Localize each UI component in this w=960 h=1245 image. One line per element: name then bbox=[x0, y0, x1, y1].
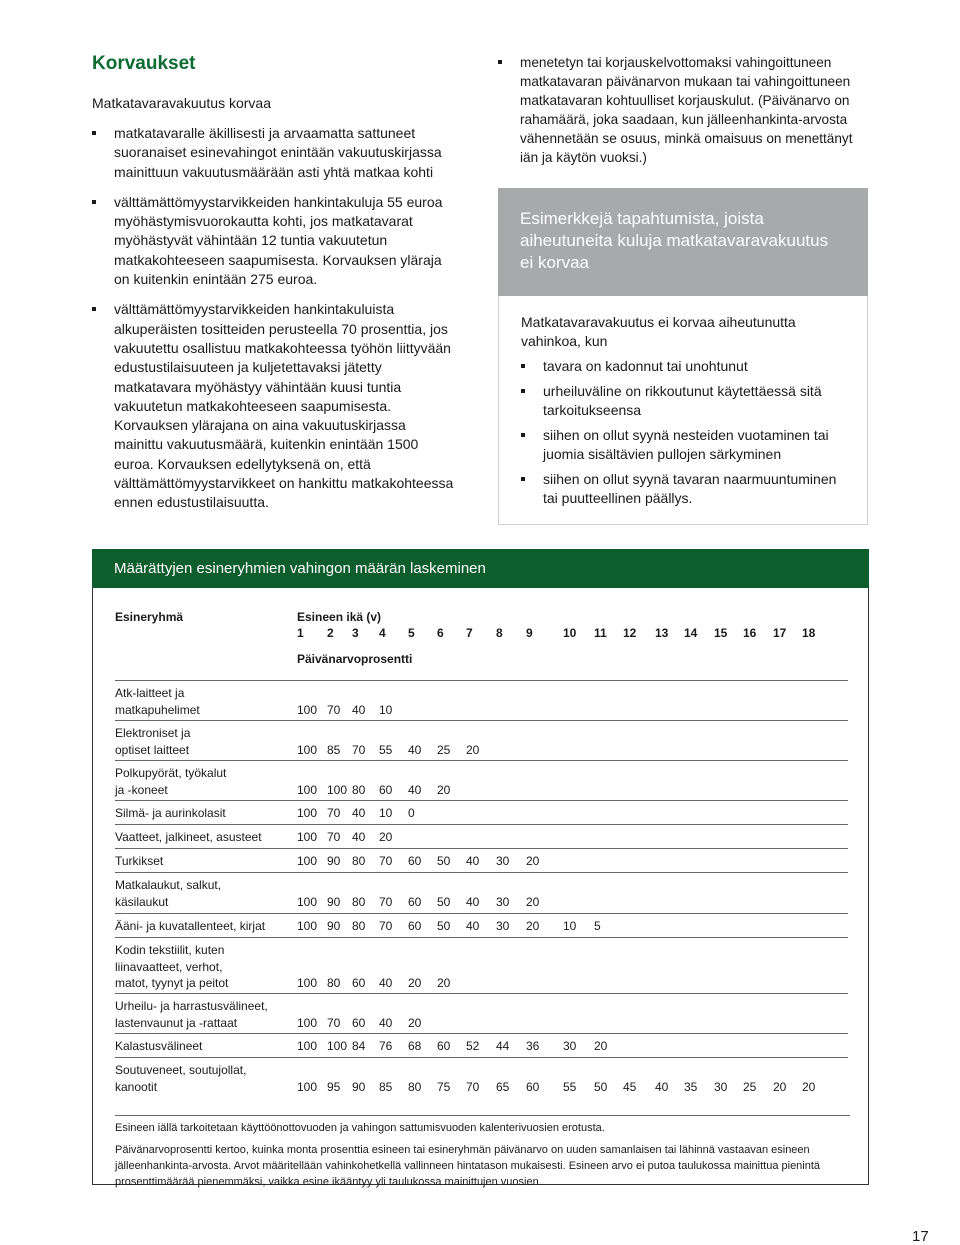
percent-cell: 85 bbox=[327, 742, 341, 757]
exclusions-intro: Matkatavaravakuutus ei korvaa aiheutunutta vahinkoa, kun bbox=[521, 314, 796, 349]
percent-cell: 20 bbox=[526, 894, 540, 909]
percent-cell: 70 bbox=[327, 1015, 341, 1030]
list-item: menetetyn tai korjauskelvottomaksi vahingoittuneen matkatavaran päivänarvon mukaan tai vahingoittuneen matkatavaran kohtuulliset korjauskulut. (Päivänarvo on rahamäärä, joka saadaan, kun jälleenhankinta-arvosta vähennetään se osuus, minkä omaisuus on menettänyt iän ja käytön vuoksi.) bbox=[498, 53, 868, 167]
percent-cell: 30 bbox=[563, 1039, 577, 1053]
section-intro: Matkatavaravakuutus korvaa bbox=[92, 95, 271, 111]
percent-cell: 10 bbox=[379, 806, 393, 820]
row-category: Kalastusvälineet bbox=[115, 1039, 203, 1053]
age-header-cell: 18 bbox=[802, 626, 816, 640]
row-category: Elektroniset ja optiset laitteet bbox=[115, 726, 191, 757]
page-number: 17 bbox=[912, 1228, 929, 1245]
age-header-cell: 12 bbox=[623, 626, 637, 640]
age-header-cell: 17 bbox=[773, 626, 787, 640]
percent-cell: 76 bbox=[379, 1039, 393, 1053]
percent-cell: 55 bbox=[563, 1079, 577, 1094]
bullet-icon bbox=[498, 60, 502, 64]
percent-cell: 30 bbox=[496, 894, 510, 909]
percent-cell: 50 bbox=[437, 894, 451, 909]
percent-cell: 20 bbox=[437, 782, 451, 797]
percent-cell: 50 bbox=[594, 1079, 608, 1094]
percent-cell: 100 bbox=[297, 806, 318, 820]
list-item: matkatavaralle äkillisesti ja arvaamatta sattuneet suoranaiset esinevahingot enintään vakuutuskirjassa mainittuun vakuutusmäärään asti yhtä matkaa kohti bbox=[92, 124, 454, 182]
percent-cell: 80 bbox=[327, 976, 341, 990]
percent-cell: 100 bbox=[327, 1039, 348, 1053]
percent-cell: 80 bbox=[352, 894, 366, 909]
percent-cell: 68 bbox=[408, 1039, 422, 1053]
list-item: välttämättömyystarvikkeiden hankintakuluja 55 euroa myöhästymisvuorokautta kohti, jos matkatavarat myöhästyvät vähintään 12 tuntia vakuutetun matkakohteeseen saapumisesta. Korvauksen yläraja on kuitenkin enintään 275 euroa. bbox=[92, 193, 454, 289]
percent-cell: 100 bbox=[327, 782, 348, 797]
percent-cell: 20 bbox=[594, 1039, 608, 1053]
percent-cell: 45 bbox=[623, 1079, 637, 1094]
age-header-cell: 9 bbox=[526, 626, 533, 640]
percent-cell: 20 bbox=[526, 854, 540, 868]
percent-cell: 70 bbox=[379, 894, 393, 909]
column-header-group: Esineryhmä bbox=[115, 610, 184, 624]
percent-cell: 30 bbox=[714, 1079, 728, 1094]
column-header-percent: Päivänarvoprosentti bbox=[297, 652, 413, 666]
percent-cell: 20 bbox=[466, 742, 480, 757]
percent-cell: 90 bbox=[327, 854, 341, 868]
row-category: Soutuveneet, soutujollat, kanootit bbox=[115, 1063, 247, 1094]
percent-cell: 70 bbox=[352, 742, 366, 757]
age-header-cell: 10 bbox=[563, 626, 577, 640]
percent-cell: 20 bbox=[526, 919, 540, 933]
age-header-cell: 16 bbox=[743, 626, 757, 640]
percent-cell: 36 bbox=[526, 1039, 540, 1053]
age-header-cell: 8 bbox=[496, 626, 503, 640]
percent-cell: 40 bbox=[466, 919, 480, 933]
bullet-icon bbox=[92, 307, 96, 311]
percent-cell: 100 bbox=[297, 702, 318, 717]
percent-cell: 60 bbox=[408, 919, 422, 933]
depreciation-table bbox=[92, 549, 869, 1188]
percent-cell: 70 bbox=[327, 806, 341, 820]
left-column bbox=[92, 52, 454, 513]
row-category: Vaatteet, jalkineet, asusteet bbox=[115, 830, 262, 844]
percent-cell: 65 bbox=[496, 1079, 510, 1094]
percent-cell: 100 bbox=[297, 1079, 318, 1094]
percent-cell: 40 bbox=[408, 742, 422, 757]
percent-cell: 60 bbox=[526, 1079, 540, 1094]
column-header-age: Esineen ikä (v) bbox=[297, 610, 382, 624]
percent-cell: 35 bbox=[684, 1079, 698, 1094]
percent-cell: 40 bbox=[466, 894, 480, 909]
percent-cell: 60 bbox=[352, 976, 366, 990]
bullet-icon bbox=[92, 200, 96, 204]
percent-cell: 84 bbox=[352, 1039, 366, 1053]
row-category: Ääni- ja kuvatallenteet, kirjat bbox=[115, 919, 266, 933]
table-row bbox=[115, 720, 848, 761]
age-header-cell: 6 bbox=[437, 626, 444, 640]
percent-cell: 40 bbox=[408, 782, 422, 797]
percent-cell: 85 bbox=[379, 1079, 393, 1094]
table-row bbox=[115, 1057, 848, 1099]
percent-cell: 100 bbox=[297, 782, 318, 797]
percent-cell: 55 bbox=[379, 742, 393, 757]
row-category: Polkupyörät, työkalut ja -koneet bbox=[115, 766, 227, 797]
percent-cell: 5 bbox=[594, 919, 601, 933]
row-category: Atk-laitteet ja matkapuhelimet bbox=[115, 686, 200, 717]
list-item: siihen on ollut syynä tavaran naarmuuntuminen tai puutteellinen päällys. bbox=[521, 470, 845, 508]
percent-cell: 50 bbox=[437, 919, 451, 933]
percent-cell: 100 bbox=[297, 976, 318, 990]
percent-cell: 20 bbox=[437, 976, 451, 990]
row-category: Matkalaukut, salkut, käsilaukut bbox=[115, 878, 222, 909]
percent-cell: 70 bbox=[379, 919, 393, 933]
percent-cell: 90 bbox=[352, 1079, 366, 1094]
percent-cell: 60 bbox=[408, 894, 422, 909]
row-category: Turkikset bbox=[115, 854, 164, 868]
percent-cell: 80 bbox=[352, 782, 366, 797]
percent-cell: 25 bbox=[743, 1079, 757, 1094]
table-row bbox=[115, 937, 848, 994]
percent-cell: 0 bbox=[408, 806, 415, 820]
percent-cell: 100 bbox=[297, 830, 318, 844]
percent-cell: 20 bbox=[408, 976, 422, 990]
table-row bbox=[115, 913, 848, 938]
bullet-icon bbox=[521, 433, 525, 437]
table-row bbox=[115, 848, 848, 873]
age-header-cell: 3 bbox=[352, 626, 359, 640]
exclusions-list bbox=[521, 357, 845, 508]
percent-cell: 90 bbox=[327, 894, 341, 909]
percent-cell: 100 bbox=[297, 1039, 318, 1053]
age-header-cell: 7 bbox=[466, 626, 473, 640]
percent-cell: 60 bbox=[437, 1039, 451, 1053]
percent-cell: 10 bbox=[563, 919, 577, 933]
footnote: Päivänarvoprosentti kertoo, kuinka monta prosenttia esineen tai esineryhmän päivänarvo on uuden samanlaisen tai lähinnä vastaavan esineen jälleenhankinta-arvosta. Arvot määritellään vahinkohetkellä vallinneen hintatason mukaisesti. Esineen arvo ei putoa taulukossa mainittua pienintä prosenttimäärää pienemmäksi, vaikka esine ikääntyy yli taulukossa mainittujen vuosien. bbox=[115, 1144, 821, 1188]
percent-cell: 20 bbox=[773, 1079, 787, 1094]
row-category: Kodin tekstiilit, kuten liinavaatteet, verhot, matot, tyynyt ja peitot bbox=[115, 943, 229, 990]
percent-cell: 80 bbox=[408, 1079, 422, 1094]
percent-cell: 80 bbox=[352, 919, 366, 933]
percent-cell: 100 bbox=[297, 919, 318, 933]
table-row bbox=[115, 872, 848, 914]
percent-cell: 20 bbox=[802, 1079, 816, 1094]
right-column bbox=[498, 53, 868, 167]
table-title: Määrättyjen esineryhmien vahingon määrän laskeminen bbox=[92, 549, 869, 588]
age-header-cell: 1 bbox=[297, 626, 304, 640]
percent-cell: 50 bbox=[437, 854, 451, 868]
percent-cell: 60 bbox=[352, 1015, 366, 1030]
age-header-cell: 4 bbox=[379, 626, 386, 640]
bullet-icon bbox=[521, 364, 525, 368]
percent-cell: 44 bbox=[496, 1039, 510, 1053]
percent-cell: 20 bbox=[408, 1015, 422, 1030]
percent-cell: 40 bbox=[352, 830, 366, 844]
section-title: Korvaukset bbox=[92, 53, 196, 74]
percent-cell: 100 bbox=[297, 894, 318, 909]
bullet-icon bbox=[521, 477, 525, 481]
percent-cell: 60 bbox=[408, 854, 422, 868]
percent-cell: 90 bbox=[327, 919, 341, 933]
percent-cell: 30 bbox=[496, 854, 510, 868]
list-item: tavara on kadonnut tai unohtunut bbox=[521, 357, 845, 376]
percent-cell: 40 bbox=[466, 854, 480, 868]
percent-cell: 70 bbox=[379, 854, 393, 868]
age-header-cell: 13 bbox=[655, 626, 669, 640]
age-header-cell: 11 bbox=[594, 626, 607, 640]
age-header-cell: 14 bbox=[684, 626, 698, 640]
percent-cell: 70 bbox=[466, 1079, 480, 1094]
percent-cell: 70 bbox=[327, 702, 341, 717]
percent-cell: 95 bbox=[327, 1079, 341, 1094]
age-header-cell: 5 bbox=[408, 626, 415, 640]
percent-cell: 40 bbox=[352, 806, 366, 820]
percent-cell: 40 bbox=[379, 976, 393, 990]
age-header-cell: 2 bbox=[327, 626, 334, 640]
table-row bbox=[115, 824, 848, 849]
list-item: välttämättömyystarvikkeiden hankintakuluista alkuperäisten tositteiden perusteella 70 prosenttia, jos vakuutettu osallistuu matkakohteessa työhön liittyvään edustustilaisuuteen ja kuljetettavaksi jätetty matkatavara myöhästyy vähintään kuusi tuntia vakuutetun matkakohteeseen saapumisesta. Korvauksen ylärajana on aina vakuutuskirjassa mainittu vakuutusmäärä, kuitenkin enintään 1500 euroa. Korvauksen edellytyksenä on, että välttämättömyystarvikkeet on hankittu matkakohteessa ennen edustustilaisuutta. bbox=[92, 300, 454, 512]
percent-cell: 75 bbox=[437, 1079, 451, 1094]
table-footnotes bbox=[115, 1115, 850, 1190]
row-category: Silmä- ja aurinkolasit bbox=[115, 806, 226, 820]
percent-cell: 100 bbox=[297, 742, 318, 757]
percent-cell: 100 bbox=[297, 1015, 318, 1030]
percent-cell: 40 bbox=[655, 1079, 669, 1094]
percent-cell: 70 bbox=[327, 830, 341, 844]
coverage-list bbox=[92, 124, 454, 513]
percent-cell: 30 bbox=[496, 919, 510, 933]
percent-cell: 40 bbox=[352, 702, 366, 717]
percent-cell: 40 bbox=[379, 1015, 393, 1030]
exclusions-box bbox=[498, 188, 868, 525]
percent-cell: 52 bbox=[466, 1039, 480, 1053]
percent-cell: 20 bbox=[379, 830, 393, 844]
table-row bbox=[115, 1033, 848, 1058]
row-category: Urheilu- ja harrastusvälineet, lastenvaunut ja -rattaat bbox=[115, 999, 268, 1030]
footnote: Esineen iällä tarkoitetaan käyttöönottovuoden ja vahingon sattumisvuoden kalenterivuosien erotusta. bbox=[115, 1122, 605, 1134]
bullet-icon bbox=[92, 131, 96, 135]
bullet-icon bbox=[521, 389, 525, 393]
percent-cell: 10 bbox=[379, 702, 393, 717]
table-row bbox=[115, 680, 848, 721]
table-row bbox=[115, 993, 848, 1034]
percent-cell: 25 bbox=[437, 742, 451, 757]
age-header-cell: 15 bbox=[714, 626, 728, 640]
list-item: siihen on ollut syynä nesteiden vuotaminen tai juomia sisältävien pullojen särkyminen bbox=[521, 426, 845, 464]
table-row bbox=[115, 800, 848, 825]
exclusions-box-title: Esimerkkejä tapahtumista, joista aiheutuneita kuluja matkatavaravakuutus ei korvaa bbox=[498, 188, 868, 296]
table-row bbox=[115, 760, 848, 801]
percent-cell: 100 bbox=[297, 854, 318, 868]
percent-cell: 60 bbox=[379, 782, 393, 797]
percent-cell: 80 bbox=[352, 854, 366, 868]
list-item: urheiluväline on rikkoutunut käytettäessä sitä tarkoitukseensa bbox=[521, 382, 845, 420]
